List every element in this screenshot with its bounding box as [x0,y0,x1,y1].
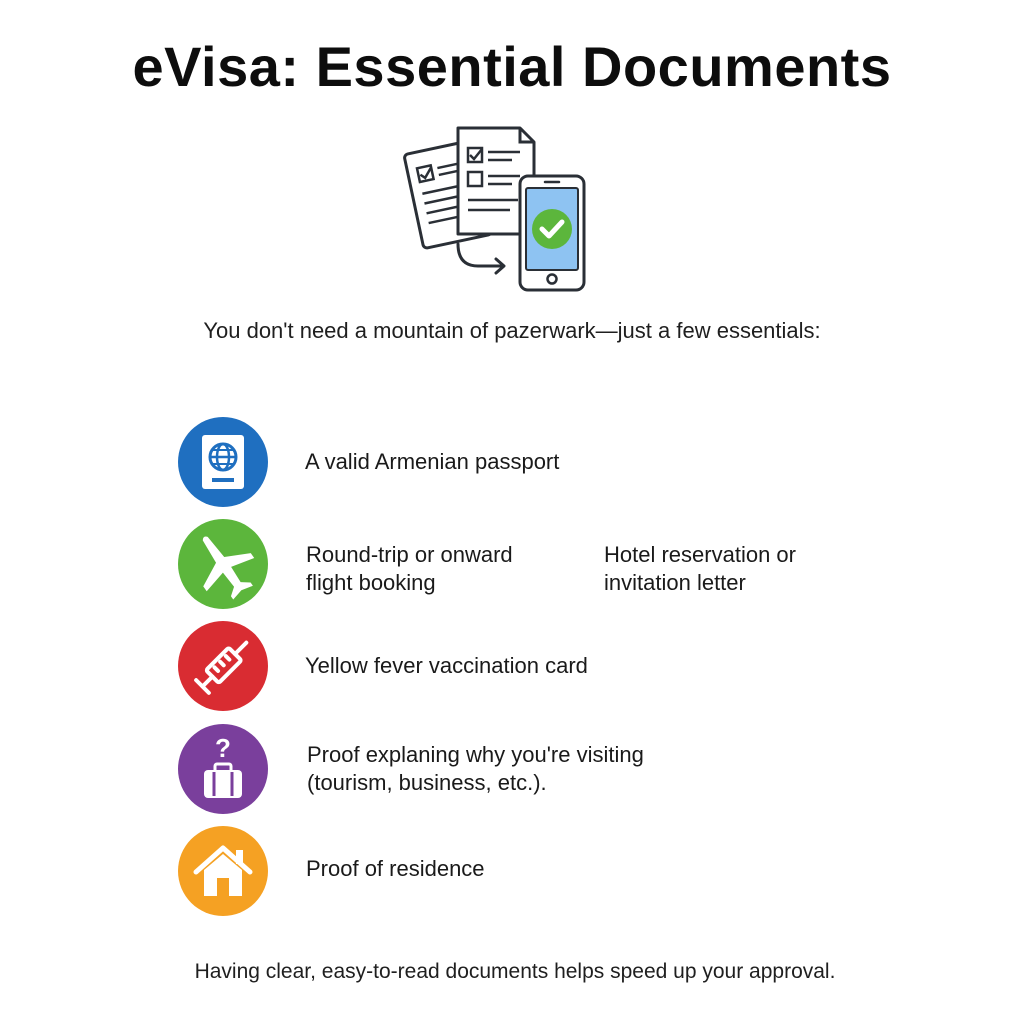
smartphone-icon [520,176,584,290]
item-residence-text: Proof of residence [306,856,485,881]
item-purpose-text: Proof explaning why you're visiting (tourism, business, etc.). [307,742,644,795]
item-hotel-text: Hotel reservation or invitation letter [604,542,796,595]
item-passport-text: A valid Armenian passport [305,449,560,474]
svg-text:?: ? [215,733,231,763]
item-flight-text: Round-trip or onward flight booking [306,542,513,595]
intro-text: You don't need a mountain of pazerwark—just a few essentials: [203,318,821,343]
item-vaccination-text: Yellow fever vaccination card [305,653,588,678]
page-title: eVisa: Essential Documents [132,35,892,98]
footer-text: Having clear, easy-to-read documents helps speed up your approval. [194,960,836,983]
syringe-icon [178,621,268,711]
arrow-icon [458,244,504,273]
question-suitcase-icon [178,724,268,814]
passport-icon [178,417,268,507]
documents-phone-illustration [400,120,590,300]
airplane-icon [178,519,268,609]
house-icon [178,826,268,916]
